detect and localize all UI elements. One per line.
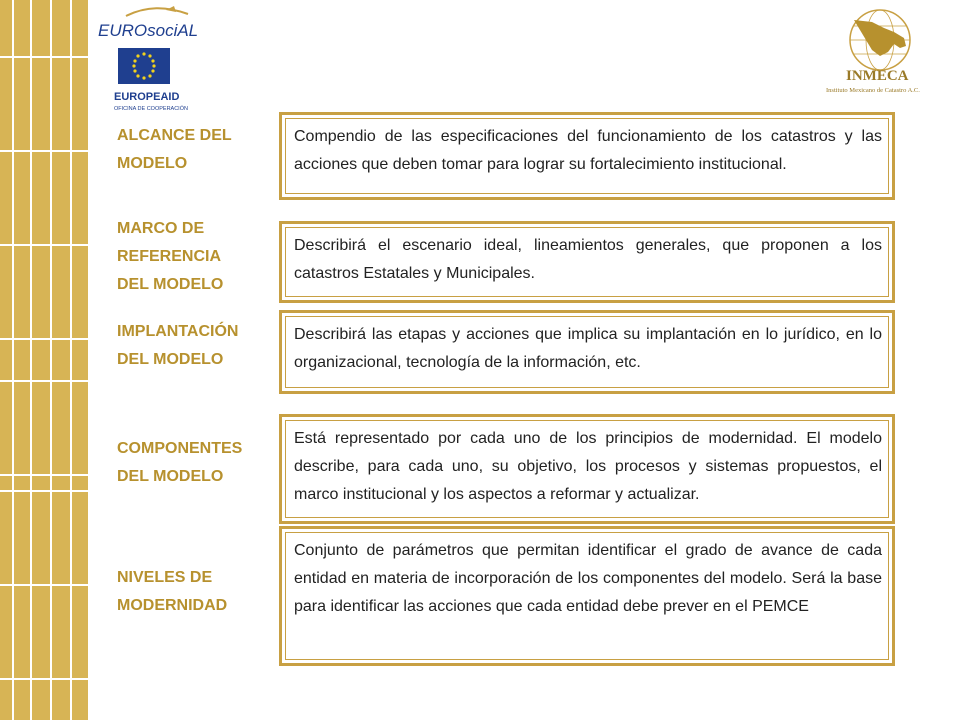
mexico-map-icon — [854, 20, 906, 56]
inmeca-logo — [820, 6, 940, 100]
eurosocial-europeaid-logo — [96, 4, 206, 116]
section-label-alcance: ALCANCE DEL MODELO — [117, 127, 232, 172]
section-label-implantacion: IMPLANTACIÓN DEL MODELO — [117, 323, 239, 368]
eurosocial-wordmark: EUROsociAL — [98, 21, 199, 40]
section-box-componentes — [279, 414, 895, 524]
section-label-niveles: NIVELES DE MODERNIDAD — [117, 569, 228, 614]
inmeca-wordmark: INMECA — [846, 68, 909, 84]
inmeca-logo-graphic — [820, 6, 940, 100]
section-text-marco: Describirá el escenario ideal, lineamientos generales, que proponen a los catastros Estatales y Municipales. — [285, 227, 889, 297]
eurosocial-logo-graphic — [96, 4, 206, 116]
section-text-implantacion: Describirá las etapas y acciones que implica su implantación en lo jurídico, en lo organizacional, tecnología de la información, etc. — [285, 316, 889, 388]
section-text-niveles: Conjunto de parámetros que permitan identificar el grado de avance de cada entidad en materia de incorporación de los componentes del modelo. Será la base para identificar las acciones que cada entidad debe prever en el PEMCE — [285, 532, 889, 660]
section-box-implantacion — [279, 310, 895, 394]
section-box-niveles — [279, 526, 895, 666]
inmeca-subtitle: Instituto Mexicano de Catastro A.C. — [826, 87, 920, 94]
section-text-alcance: Compendio de las especificaciones del funcionamiento de los catastros y las acciones que deben tomar para lograr su fortalecimiento institucional. — [285, 118, 889, 194]
section-box-marco — [279, 221, 895, 303]
section-label-marco: MARCO DE REFERENCIA DEL MODELO — [117, 220, 224, 293]
europeaid-wordmark: EUROPEAID — [114, 91, 180, 103]
decorative-side-band — [0, 0, 88, 720]
section-box-alcance — [279, 112, 895, 200]
section-text-componentes: Está representado por cada uno de los principios de modernidad. El modelo describe, para cada uno, su objetivo, los procesos y sistemas propuestos, el marco institucional y los aspectos a reformar y actualizar. — [285, 420, 889, 518]
section-label-componentes: COMPONENTES DEL MODELO — [117, 440, 243, 485]
europeaid-subtitle: OFICINA DE COOPERACIÓN — [114, 106, 188, 112]
